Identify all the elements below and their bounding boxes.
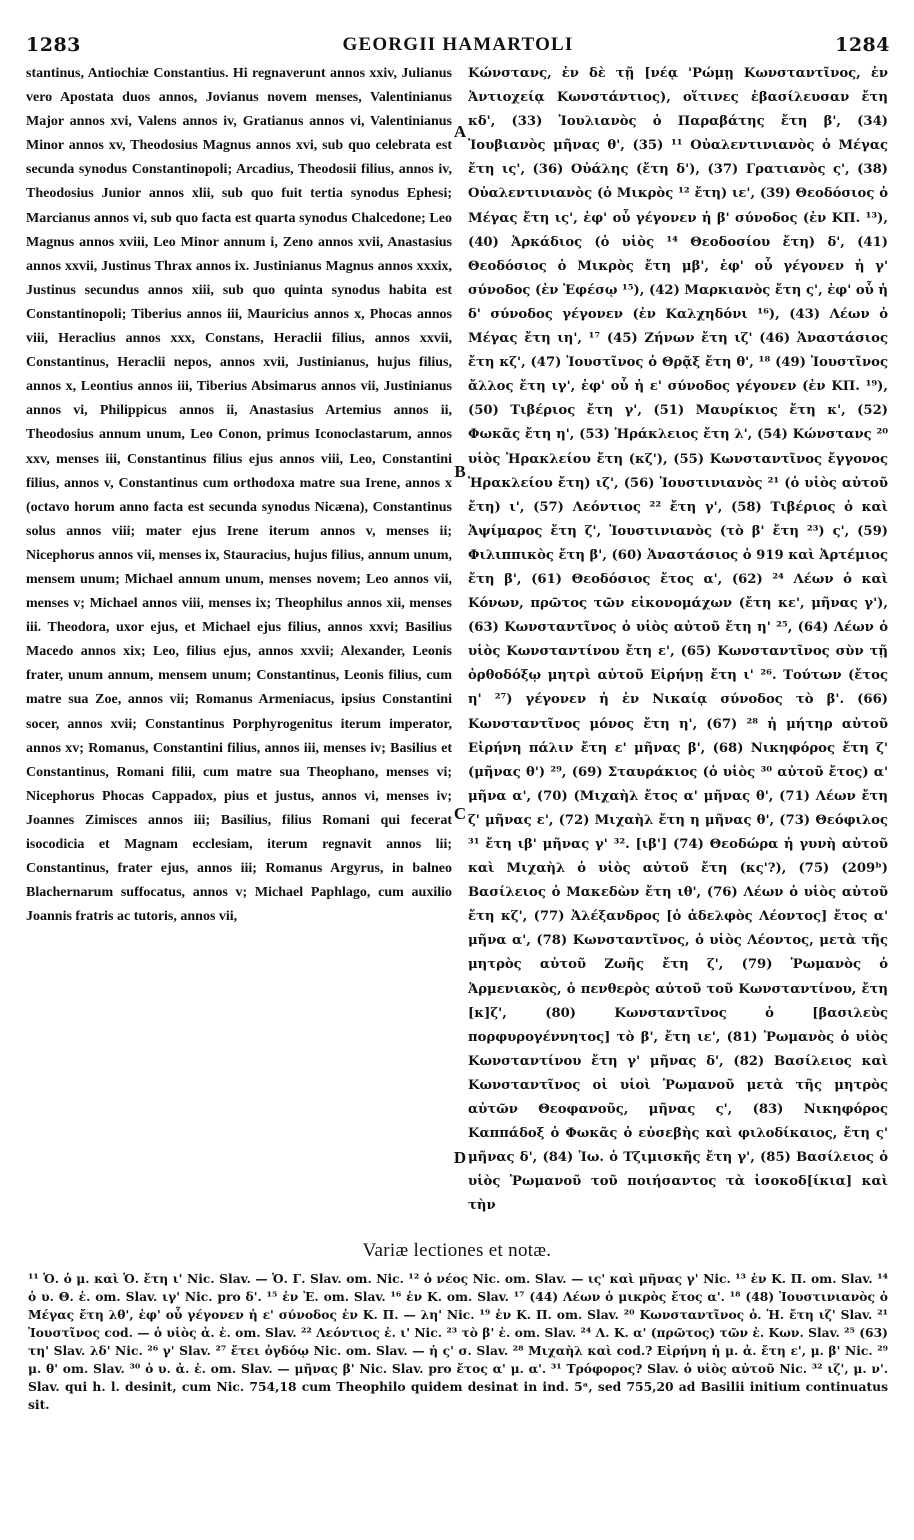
margin-letter-a: A	[453, 122, 467, 141]
running-title: GEORGII HAMARTOLI	[342, 34, 574, 55]
latin-column	[26, 62, 452, 1240]
footnotes	[28, 1270, 888, 1450]
page-number-left: 1283	[26, 34, 81, 56]
margin-letter-d: D	[453, 1148, 467, 1167]
margin-letter-b: B	[454, 462, 466, 481]
margin-letter-c: C	[453, 804, 467, 823]
greek-column	[468, 62, 888, 1240]
page-header	[26, 34, 890, 62]
footnotes-text: ¹¹ Ὁ. ὁ μ. καὶ Ὁ. ἔτη ι' Nic. Slav. — Ὁ. Γ. Slav. om. Nic. ¹² ὁ νέος Nic. om. Slav. — ις' καὶ μῆνας γ' Nic. ¹³ ἐν Κ. Π. om. Slav. ¹⁴ ὁ υ. Θ. ἐ. om. Slav. ιγ' Nic. pro δ'. ¹⁵ ἐν Ἐ. om. Slav. ¹⁶ ἐν Κ. om. Slav. ¹⁷ (44) Λέων ὁ μικρὸς ἔτος α'. ¹⁸ (48) Ἰουστινιανὸς ὁ Μέγας ἔτη λθ', ἐφ' οὗ γέγονεν ἡ ε' σύνοδος ἐν Κ. Π. — λη' Nic. ¹⁹ ἐν Κ. Π. om. Slav. ²⁰ Κωνσταντῖνος ὁ. Ἡ. ἔτη ιζ' Slav. ²¹ Ἰουστῖνος cod. — ὁ υἱὸς ἀ. ἐ. om. Slav. ²² Λεόντιος ἐ. ι' Nic. ²³ τὸ β' ἐ. om. Slav. ²⁴ Λ. Κ. α' (πρῶτος) τῶν ἐ. Κων. Slav. ²⁵ (63) τη' Slav. λδ' Nic. ²⁶ γ' Slav. ²⁷ ἔτει ὀγδόῳ Nic. om. Slav. — ἡ ς' σ. Slav. ²⁸ Μιχαὴλ καὶ cod.? Εἰρήνη ἡ μ. ἀ. ἔτη ε', μ. β' Nic. ²⁹ μ. θ' om. Slav. ³⁰ ὁ υ. ἀ. ἐ. om. Slav. — μῆνας β' Nic. Slav. pro ἔτος α' μ. α'. ³¹ Τρόφορος? Slav. ὁ υἱὸς αὐτοῦ Nic. ³² ιζ', μ. ν'. Slav. qui h. l. desinit, cum Nic. 754,18 cum Theophilo quidem desinat in ind. 5ᵃ, sed 755,20 ad Basilii initium continuatus sit.	[28, 1271, 888, 1412]
page-number-right: 1284	[835, 34, 890, 56]
two-column-body	[26, 62, 888, 1240]
latin-text: stantinus, Antiochiæ Constantius. Hi regnaverunt annos xxiv, Julianus vero Apostata duos annos, Jovianus novem menses, Valentinianus Major annos xvi, Valens annos iv, Gratianus annos vi, Valentinianus Minor annos xv, Theodosius Magnus annos xvi, sub quo celebrata est secunda synodus Constantinopoli; Arcadius, Theodosii filius, annos iv, Theodosius Junior annos xlii, sub quo fuit tertia synodus Ephesi; Marcianus annos vi, sub quo facta est quarta synodus Chalcedone; Leo Magnus annos xviii, Leo Minor annum i, Zeno annos xvii, Anastasius annos xxvii, Justinus Thrax annos ix. Justinianus Magnus annos xxxix, Justinus secundus annos xiii, sub quo quinta synodus habita est Constantinopoli; Tiberius annos iii, Mauricius annos x, Phocas annos viii, Heraclius annos xxx, Constans, Heraclii filius, annos xxvii, Constantinus, Heraclii nepos, annos xvii, Justinianus, hujus filius, annos x, Leontius annos iii, Tiberius Absimarus annos vii, Justinianus annos vi, Philippicus annos ii, Anastasius Artemius annos ii, Theodosius annum unum, Leo Conon, primus Iconoclastarum, annos xxv, menses iii, Constantinus filius ejus annos viii, Leo, Constantini filius, annos v, Constantinus cum orthodoxa matre sua Irene, annos x (octavo horum anno facta est secunda synodus Nicæna), Constantinus solus annos viii; mater ejus Irene iterum annos v, menses ii; Nicephorus annos vii, menses ix, Stauracius, hujus filius, annum unum, mensem unum; Michael annum unum, menses novem; Leo annos vii, menses v; Michael annos viii, menses ix; Theophilus annos xii, menses iii. Theodora, uxor ejus, et Michael ejus filius, annos xxvi; Basilius Macedo annos xix; Leo, filius ejus, annos xxvii; Alexander, Leonis frater, unum annum, mensem unum; Constantinus, Leonis filius, cum matre sua Zoe, annos vii; Romanus Armeniacus, ipsius Constantini socer, annos xvii; Constantinus Porphyrogenitus iterum imperator, annos xv; Romanus, Constantini filius, annos iii, menses iv; Basilius et Constantinus, Romani filii, cum matre sua Theophano, menses vi; Nicephorus Phocas Cappadox, pius et justus, annos vi, menses iv; Joannes Zimisces annos iii; Basilius, filius Romani qui fecerat isocodicia et Magnam ecclesiam, iterum regnavit annos lii; Constantinus, frater ejus, annos iii; Romanus Argyrus, in balneo Blachernarum suffocatus, annos v; Michael Paphlago, cum auxilio Joannis fratris ac tutoris, annos vii,	[26, 66, 452, 925]
greek-text: Κώνστανς, ἐν δὲ τῇ [νέᾳ 'Ρώμῃ Κωνσταντῖνος, ἐν Ἀντιοχείᾳ Κωνστάντιος), οἵτινες ἐβασίλευσαν ἔτη κδ', (33) Ἰουλιανὸς ὁ Παραβάτης ἔτη β', (34) Ἰουβιανὸς μῆνας θ', (35) ¹¹ Οὐαλεντινιανὸς ὁ Μέγας ἔτη ις', (36) Οὐάλης (ἔτη δ'), (37) Γρατιανὸς ς', (38) Οὐαλεντινιανὸς (ὁ Μικρὸς ¹² ἔτη) ιε', (39) Θεοδόσιος ὁ Μέγας ἔτη ις', ἐφ' οὗ γέγονεν ἡ β' σύνοδος (ἐν ΚΠ. ¹³), (40) Ἀρκάδιος (ὁ υἱὸς ¹⁴ Θεοδοσίου ἔτη) δ', (41) Θεοδόσιος ὁ Μικρὸς ἔτη μβ', ἐφ' οὗ γέγονεν ἡ γ' σύνοδος (ἐν Ἐφέσῳ ¹⁵), (42) Μαρκιανὸς ἔτη ς', ἐφ' οὗ ἡ δ' σύνοδος γέγονεν (ἐν Καλχηδόνι ¹⁶), (43) Λέων ὁ Μέγας ἔτη ιη', ¹⁷ (45) Ζήνων ἔτη ιζ' (46) Ἀναστάσιος ἔτη κζ', (47) Ἰουστῖνος ὁ Θρᾷξ ἔτη θ', ¹⁸ (49) Ἰουστῖνος ἄλλος ἔτη ιγ', ἐφ' οὗ ἡ ε' σύνοδος γέγονεν (ἐν ΚΠ. ¹⁹), (50) Τιβέριος ἔτη γ', (51) Μαυρίκιος ἔτη κ', (52) Φωκᾶς ἔτη η', (53) Ἡράκλειος ἔτη λ', (54) Κώνστανς ²⁰ υἱὸς Ἡρακλείου ἔτη (κζ'), (55) Κωνσταντῖνος ἔγγονος Ἡρακλείου ἔτη) ιζ', (56) Ἰουστινιανὸς ²¹ (ὁ υἱὸς αὐτοῦ ἔτη) ι', (57) Λεόντιος ²² ἔτη γ', (58) Τιβέριος ὁ καὶ Ἀψίμαρος ἔτη ζ', Ἰουστινιανὸς (τὸ β' ἔτη ²³) ς', (59) Φιλιππικὸς ἔτη β', (60) Ἀναστάσιος ὁ 919 καὶ Ἀρτέμιος ἔτη β', (61) Θεοδόσιος ἔτος α', (62) ²⁴ Λέων ὁ καὶ Κόνων, πρῶτος τῶν εἰκονομάχων (ἔτη κε', μῆνας γ'), (63) Κωνσταντῖνος ὁ υἱὸς αὐτοῦ ἔτη η' ²⁵, (64) Λέων ὁ υἱὸς Κωνσταντίνου ἔτη ε', (65) Κωνσταντῖνος σὺν τῇ ὀρθοδόξῳ μητρὶ αὐτοῦ Εἰρήνῃ ἔτη ι' ²⁶. Τούτων (ἔτος η' ²⁷) γέγονεν ἡ ἐν Νικαίᾳ σύνοδος τὸ β'. (66) Κωνσταντῖνος μόνος ἔτη η', (67) ²⁸ ἡ μήτηρ αὐτοῦ Εἰρήνη πάλιν ἔτη ε' μῆνας β', (68) Νικηφόρος ἔτη ζ' (μῆνας θ') ²⁹, (69) Σταυράκιος (ὁ υἱὸς ³⁰ αὐτοῦ ἔτος) α' μῆνα α', (70) (Μιχαὴλ ἔτος α' μῆνας θ', (71) Λέων ἔτη ζ' μῆνας ε', (72) Μιχαὴλ ἔτη η μῆνας θ', (73) Θεόφιλος ³¹ ἔτη ιβ' μῆνας γ' ³². [ιβ'] (74) Θεοδώρα ἡ γυνὴ αὐτοῦ καὶ Μιχαὴλ ὁ υἱὸς αὐτοῦ ἔτη (κς'?), (75) (209ᵇ) Βασίλειος ὁ Μακεδὼν ἔτη ιθ', (76) Λέων ὁ υἱὸς αὐτοῦ ἔτη κζ', (77) Ἀλέξανδρος [ὁ ἀδελφὸς Λέοντος] ἔτος α' μῆνα α', (78) Κωνσταντῖνος, ὁ υἱὸς Λέοντος, μετὰ τῆς μητρὸς αὐτοῦ Ζωῆς ἔτη ζ', (79) Ῥωμανὸς ὁ Ἀρμενιακὸς, ὁ πενθερὸς αὐτοῦ τοῦ Κωνσταντίνου, ἔτη [κ]ζ', (80) Κωνσταντῖνος ὁ [βασιλεὺς πορφυρογέννητος] τὸ β', ἔτη ιε', (81) Ῥωμανὸς ὁ υἱὸς Κωνσταντίνου ἔτη γ' μῆνας δ', (82) Βασίλειος καὶ Κωνσταντῖνος οἱ υἱοὶ Ῥωμανοῦ μετὰ τῆς μητρὸς αὐτῶν Θεοφανοῦς, μῆνας ς', (83) Νικηφόρος Καππάδοξ ὁ Φωκᾶς ὁ εὐσεβὴς καὶ φιλοδίκαιος, ἔτη ς' μῆνας δ', (84) Ἰω. ὁ Τζιμισκῆς ἔτη γ', (85) Βασίλειος ὁ υἱὸς Ῥωμανοῦ τοῦ ποιήσαντος τὰ ἰσοκοδ[ίκια] καὶ τὴν	[468, 66, 888, 1214]
notes-heading: Variæ lectiones et notæ.	[362, 1240, 552, 1261]
